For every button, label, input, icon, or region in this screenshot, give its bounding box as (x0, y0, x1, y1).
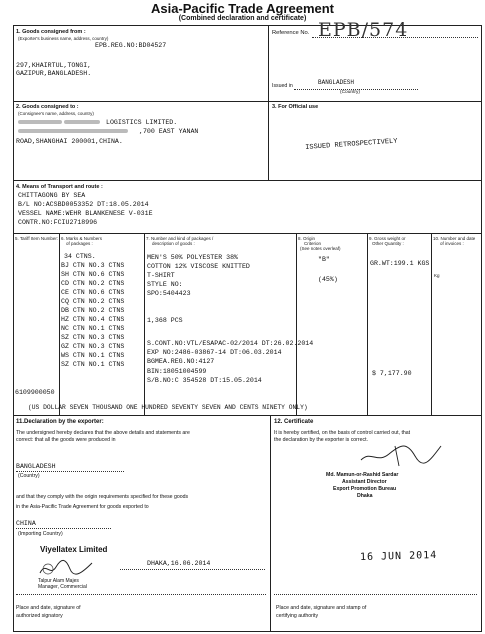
box3-label: 3. For Official use (272, 104, 319, 110)
box11-label: 11.Declaration by the exporter: (16, 419, 104, 425)
col8-header-c: (See notes overleaf) (300, 246, 341, 251)
certificate-footer-2: certifying authority (276, 613, 319, 619)
box2-sublabel: (Consignee's name, address, country) (18, 111, 94, 116)
quantity-pcs: 1,368 PCS (147, 317, 183, 324)
box4-label: 4. Means of Transport and route : (16, 184, 103, 190)
consignee-redacted (18, 119, 102, 127)
declaration-text-4: in the Asia-Pacific Trade Agreement for goods exported to (16, 504, 149, 510)
official-use-stamp: ISSUED RETROSPECTIVELY (305, 137, 398, 152)
marks-line: GZ CTN NO.3 CTNS (61, 343, 125, 350)
marks-line: CD CTN NO.2 CTNS (61, 280, 125, 287)
col8-header-a: 8. Origin (298, 236, 316, 241)
document-title: Asia-Pacific Trade Agreement (150, 1, 335, 16)
reference-list (147, 339, 313, 385)
consignee-line1: LOGISTICS LIMITED. (106, 119, 178, 126)
weight-unit: Kg (434, 273, 440, 278)
col7-header-a: 7. Number and kind of packages / (146, 236, 214, 241)
consignee-line3: ROAD,SHANGHAI 200001,CHINA. (16, 138, 123, 145)
description-list (147, 253, 250, 298)
producing-country: BANGLADESH (16, 463, 56, 470)
transport-line1: CHITTAGONG BY SEA (18, 192, 86, 199)
marks-line: BJ CTN NO.3 CTNS (61, 262, 125, 269)
importing-country-caption: (Importing Country) (18, 531, 63, 537)
col8-header-b: Criterion (304, 241, 322, 246)
reference-line: EXP NO:2486-03867-14 DT:06.03.2014 (147, 349, 282, 357)
exporter-address-2: GAZIPUR,BANGLADESH. (16, 70, 92, 77)
declaration-text-1: The undersigned hereby declares that the above details and statements are (16, 430, 190, 436)
reference-line: BIN:18051004599 (147, 367, 207, 375)
description-line: SPO:5404423 (147, 290, 191, 297)
bureau-name: Export Promotion Bureau (333, 486, 397, 492)
marks-line: HZ CTN NO.4 CTNS (61, 316, 125, 323)
box1-sublabel: (Exporter's business name, address, country) (18, 36, 109, 41)
col9-header-b: Other Quantity : (372, 241, 404, 246)
marks-line: SZ CTN NO.1 CTNS (61, 361, 125, 368)
marks-line: CE CTN NO.6 CTNS (61, 289, 125, 296)
cartons-total: 34 CTNS. (64, 253, 96, 260)
declaration-place-date: DHAKA,16.06.2014 (147, 560, 211, 567)
gross-weight: GR.WT:199.1 KGS (370, 260, 430, 267)
exporter-reg-no: EPB.REG.NO:BD04527 (95, 42, 167, 49)
marks-line: SZ CTN NO.3 CTNS (61, 334, 125, 341)
officer-signature (355, 440, 445, 470)
exporter-company: Viyellatex Limited (40, 545, 108, 554)
marks-line: SH CTN NO.6 CTNS (61, 271, 125, 278)
transport-line2: B/L NO:ACSBD0053352 DT:18.05.2014 (18, 201, 149, 208)
marks-line: DB CTN NO.2 CTNS (61, 307, 125, 314)
consignee-line2: ,700 EAST YANAN (139, 128, 199, 135)
certificate-text-2: the declaration by the exporter is correct. (274, 437, 368, 443)
box2-label: 2. Goods consigned to : (16, 104, 79, 110)
certificate-text-1: It is hereby certified, on the basis of control carried out, that (274, 430, 411, 436)
exporter-footer-1: Place and date, signature of (16, 605, 81, 611)
col10-header-a: 10. Number and date (433, 236, 476, 241)
exporter-address-1: 297,KHAIRTUL,TONGI, (16, 62, 92, 69)
reference-line: S/B.NO:C 354528 DT:15.05.2014 (147, 376, 262, 384)
marks-list (61, 261, 124, 369)
bureau-city: Dhaka (357, 493, 373, 499)
col7-header-b: description of goods : (152, 241, 195, 246)
declaration-text-3: and that they comply with the origin requirements specified for these goods (16, 494, 189, 500)
marks-line: NC CTN NO.1 CTNS (61, 325, 125, 332)
box12-label: 12. Certificate (274, 419, 314, 425)
issued-in-caption: (Country) (340, 90, 360, 95)
marks-line: CQ CTN NO.2 CTNS (61, 298, 125, 305)
reference-label: Reference No. (272, 30, 310, 36)
exporter-signer-title: Manager, Commercial (38, 584, 87, 590)
origin-criterion: "B" (318, 256, 330, 263)
origin-percentage: (45%) (318, 276, 338, 283)
amount-in-words: (US DOLLAR SEVEN THOUSAND ONE HUNDRED SEVENTY SEVEN AND CENTS NINETY ONLY) (28, 404, 308, 411)
col6-header-b: of packages : (66, 241, 93, 246)
description-line: MEN'S 50% POLYESTER 38% (147, 254, 239, 261)
col5-header: 5. Tariff Item Number: (15, 236, 59, 241)
issued-in-label: Issued in (272, 83, 293, 89)
tariff-number: 6109900050 (15, 389, 55, 396)
col10-header-b: of invoices : (440, 241, 464, 246)
exporter-signer-name: Talpur Alam Majes (38, 578, 79, 584)
description-line: T-SHIRT (147, 272, 175, 279)
certificate-footer-1: Place and date, signature and stamp of (276, 605, 367, 611)
marks-line: WS CTN NO.1 CTNS (61, 352, 125, 359)
box1-label: 1. Goods consigned from : (16, 29, 86, 35)
officer-name: Md. Mamun-or-Rashid Sardar (326, 472, 399, 478)
consignee-redacted-2 (18, 128, 130, 136)
officer-title: Assistant Director (342, 479, 387, 485)
invoice-amount: $ 7,177.90 (372, 370, 412, 377)
description-line: STYLE NO: (147, 281, 183, 288)
declaration-text-2: correct: that all the goods were produced in (16, 437, 116, 443)
col6-header-a: 6. Marks & Numbers (61, 236, 103, 241)
certificate-date-stamp: 16 JUN 2014 (359, 549, 438, 564)
col9-header-a: 9. Gross weight or (369, 236, 406, 241)
reference-line: BGMEA.REG.NO:4127 (147, 358, 215, 366)
description-line: COTTON 12% VISCOSE KNITTED (147, 263, 250, 270)
transport-line4: CONTR.NO:FCIU2718996 (18, 219, 98, 226)
producing-country-caption: (Country) (18, 473, 40, 479)
issued-in-country: BANGLADESH (318, 79, 355, 86)
document-subtitle: (Combined declaration and certificate) (178, 15, 307, 22)
exporter-footer-2: authorized signatory (16, 613, 63, 619)
reference-number: EPB/574 (318, 19, 409, 41)
reference-line: S.CONT.NO:VTL/ESAPAC-02/2014 DT:26.02.2014 (147, 340, 314, 347)
importing-country: CHINA (16, 520, 36, 527)
transport-line3: VESSEL NAME:WEHR BLANKENESE V-031E (18, 210, 153, 217)
